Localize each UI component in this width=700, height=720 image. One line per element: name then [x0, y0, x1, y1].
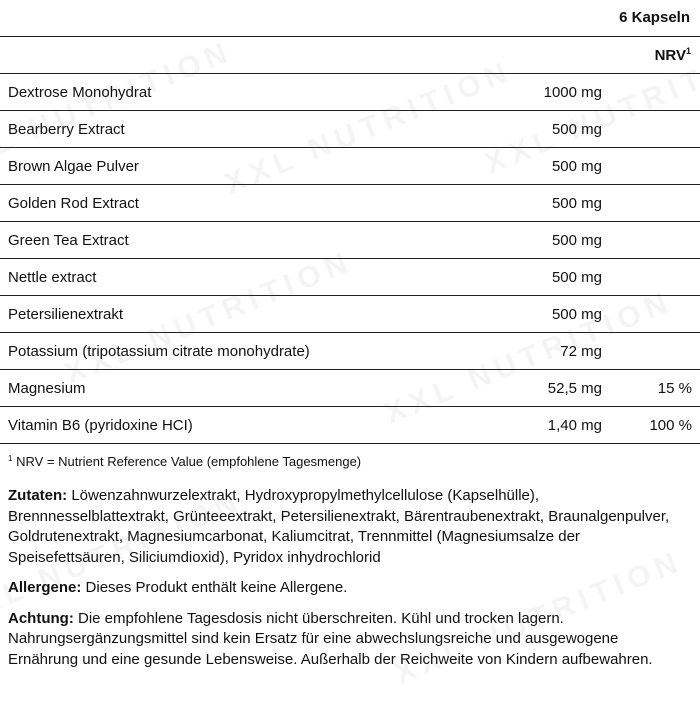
allergens-section [0, 578, 700, 599]
allergens-label: Allergene: [8, 579, 82, 596]
nutrient-nrv: 15 % [602, 370, 700, 407]
nutrient-amount: 1000 mg [402, 74, 602, 111]
nutrient-row [0, 74, 700, 111]
nutrient-amount: 500 mg [402, 148, 602, 185]
warning-text: Die empfohlene Tagesdosis nicht überschreiten. Kühl und trocken lagern. Nahrungsergänzungsmittel sind kein Ersatz für eine abwechslungsreiche und ausgewogene Ernährung und eine gesunde Lebensweise. Außerhalb der Reichweite von Kindern aufbewahren. [8, 609, 653, 668]
serving-size-label: 6 Kapseln [619, 9, 690, 26]
nutrient-row [0, 259, 700, 296]
nutrient-row [0, 111, 700, 148]
nutrient-table [0, 74, 700, 444]
nutrient-name: Vitamin B6 (pyridoxine HCI) [0, 407, 402, 444]
nutrient-amount: 52,5 mg [402, 370, 602, 407]
nutrient-row [0, 222, 700, 259]
nutrient-name: Nettle extract [0, 259, 402, 296]
nutrient-row [0, 296, 700, 333]
nutrient-amount: 1,40 mg [402, 407, 602, 444]
ingredients-label: Zutaten: [8, 487, 68, 504]
nutrient-nrv [602, 296, 700, 333]
nrv-column-header [655, 46, 691, 64]
nutrient-name: Dextrose Monohydrat [0, 74, 402, 111]
nutrient-nrv [602, 148, 700, 185]
ingredients-section [0, 486, 700, 568]
nutrient-name: Golden Rod Extract [0, 185, 402, 222]
nutrient-row [0, 148, 700, 185]
allergens-text: Dieses Produkt enthält keine Allergene. [85, 579, 348, 596]
nutrient-nrv [602, 259, 700, 296]
nutrient-amount: 500 mg [402, 111, 602, 148]
nutrient-nrv [602, 185, 700, 222]
warning-section [0, 609, 700, 671]
nutrient-amount: 500 mg [402, 296, 602, 333]
nutrient-name: Brown Algae Pulver [0, 148, 402, 185]
warning-label: Achtung: [8, 609, 74, 627]
nutrient-name: Magnesium [0, 370, 402, 407]
nrv-header-row [0, 37, 700, 74]
nutrient-nrv: 100 % [602, 407, 700, 444]
nutrient-nrv [602, 222, 700, 259]
nutrient-amount: 500 mg [402, 185, 602, 222]
nrv-footnote [0, 444, 700, 476]
nutrient-row [0, 185, 700, 222]
nutrient-row [0, 333, 700, 370]
nutrient-nrv [602, 333, 700, 370]
serving-header-row [0, 0, 700, 37]
nutrient-row [0, 407, 700, 444]
nutrient-amount: 500 mg [402, 222, 602, 259]
nutrient-nrv [602, 74, 700, 111]
nrv-label: NRV [654, 47, 686, 64]
nutrient-amount: 500 mg [402, 259, 602, 296]
footnote-marker: 1 [8, 454, 13, 463]
nutrient-row [0, 370, 700, 407]
nutrient-name: Green Tea Extract [0, 222, 402, 259]
nutrient-name: Bearberry Extract [0, 111, 402, 148]
nutrient-name: Petersilienextrakt [0, 296, 402, 333]
footnote-text: NRV = Nutrient Reference Value (empfohlene Tagesmenge) [16, 454, 362, 469]
nutrient-nrv [602, 111, 700, 148]
nutrient-name: Potassium (tripotassium citrate monohydrate) [0, 333, 402, 370]
nrv-footnote-marker: 1 [685, 46, 691, 56]
nutrient-amount: 72 mg [402, 333, 602, 370]
ingredients-text: Löwenzahnwurzelextrakt, Hydroxypropylmethylcellulose (Kapselhülle), Brennnesselblattextrakt, Grünteeextrakt, Petersilienextrakt, Bärentraubenextrakt, Braunalgenpulver, Goldrutenextrakt, Magnesiumcarbonat, Kaliumcitrat, Trennmittel (Magnesiumsalze der Speisefettsäuren, Siliciumdioxid), Pyridox inhydrochlorid [8, 487, 670, 566]
